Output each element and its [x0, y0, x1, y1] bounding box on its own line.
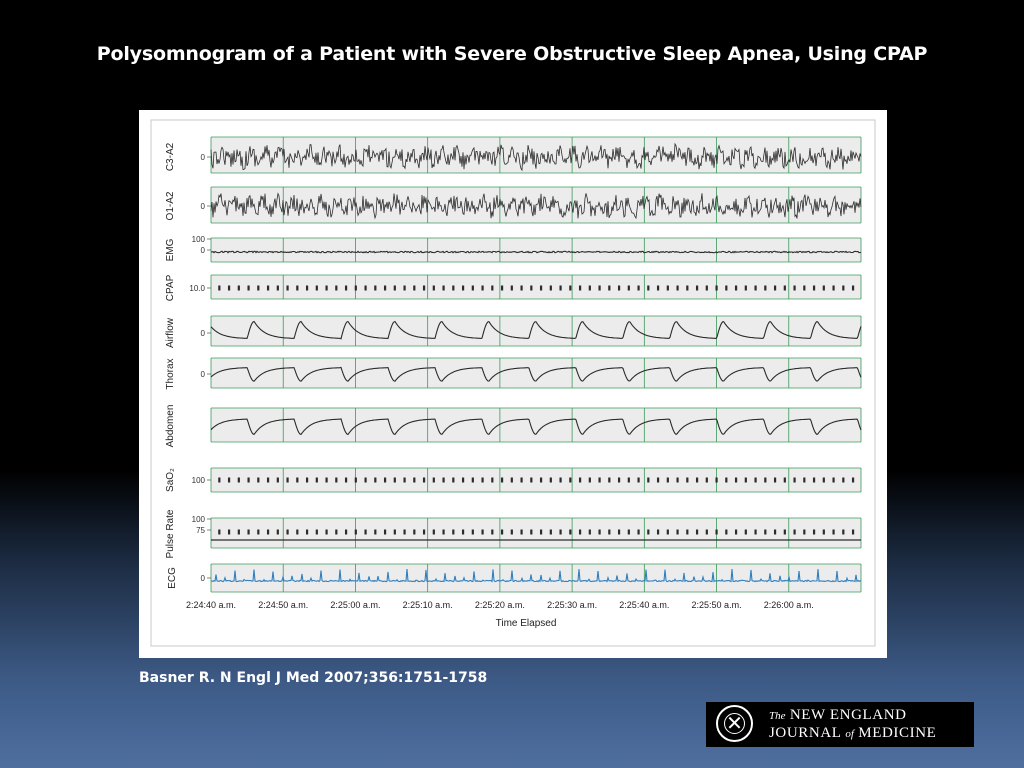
numeric-readout-mark: [823, 478, 825, 483]
numeric-readout-mark: [832, 286, 834, 291]
numeric-readout-mark: [745, 478, 747, 483]
numeric-readout-mark: [423, 530, 425, 535]
numeric-readout-mark: [540, 530, 542, 535]
numeric-readout-mark: [345, 478, 347, 483]
numeric-readout-mark: [442, 530, 444, 535]
channel-emg: [165, 235, 861, 262]
channel-thorax: [165, 358, 861, 390]
numeric-readout-mark: [433, 478, 435, 483]
channel-band: [211, 358, 861, 388]
numeric-readout-mark: [452, 286, 454, 291]
numeric-readout-mark: [247, 530, 249, 535]
numeric-readout-mark: [520, 478, 522, 483]
numeric-readout-mark: [472, 478, 474, 483]
logo-line-2: JOURNAL of MEDICINE: [769, 725, 937, 741]
numeric-readout-mark: [257, 530, 259, 535]
numeric-readout-mark: [442, 478, 444, 483]
numeric-readout-mark: [481, 286, 483, 291]
numeric-readout-mark: [550, 530, 552, 535]
numeric-readout-mark: [374, 286, 376, 291]
numeric-readout-mark: [852, 478, 854, 483]
numeric-readout-mark: [637, 286, 639, 291]
numeric-readout-mark: [511, 478, 513, 483]
numeric-readout-mark: [316, 530, 318, 535]
numeric-readout-mark: [530, 478, 532, 483]
numeric-readout-mark: [530, 530, 532, 535]
citation: Basner R. N Engl J Med 2007;356:1751-1758: [139, 670, 488, 686]
numeric-readout-mark: [676, 286, 678, 291]
numeric-readout-mark: [501, 478, 503, 483]
channel-tick-label: 0: [200, 153, 205, 162]
numeric-readout-mark: [745, 530, 747, 535]
numeric-readout-mark: [764, 530, 766, 535]
channel-label: EMG: [165, 238, 176, 262]
numeric-readout-mark: [667, 530, 669, 535]
numeric-readout-mark: [462, 478, 464, 483]
numeric-readout-mark: [608, 530, 610, 535]
channel-band: [211, 275, 861, 299]
numeric-readout-mark: [589, 286, 591, 291]
numeric-readout-mark: [657, 478, 659, 483]
numeric-readout-mark: [238, 530, 240, 535]
numeric-readout-mark: [754, 286, 756, 291]
numeric-readout-mark: [267, 286, 269, 291]
numeric-readout-mark: [491, 286, 493, 291]
numeric-readout-mark: [559, 530, 561, 535]
numeric-readout-mark: [686, 530, 688, 535]
numeric-readout-mark: [257, 478, 259, 483]
numeric-readout-mark: [559, 478, 561, 483]
numeric-readout-mark: [462, 286, 464, 291]
numeric-readout-mark: [803, 286, 805, 291]
numeric-readout-mark: [676, 530, 678, 535]
nejm-seal-icon: ✕: [716, 705, 753, 742]
channel-label: C3-A2: [165, 142, 176, 172]
numeric-readout-mark: [715, 478, 717, 483]
numeric-readout-mark: [764, 478, 766, 483]
numeric-readout-mark: [647, 478, 649, 483]
channel-airflow: [165, 316, 861, 348]
numeric-readout-mark: [403, 478, 405, 483]
numeric-readout-mark: [676, 478, 678, 483]
numeric-readout-mark: [345, 530, 347, 535]
numeric-readout-mark: [520, 286, 522, 291]
numeric-readout-mark: [637, 478, 639, 483]
numeric-readout-mark: [735, 478, 737, 483]
numeric-readout-mark: [238, 478, 240, 483]
numeric-readout-mark: [306, 478, 308, 483]
numeric-readout-mark: [608, 478, 610, 483]
numeric-readout-mark: [394, 530, 396, 535]
x-axis-label: Time Elapsed: [495, 618, 557, 629]
numeric-readout-mark: [355, 530, 357, 535]
numeric-readout-mark: [696, 530, 698, 535]
channel-tick-label: 100: [191, 476, 205, 485]
numeric-readout-mark: [852, 530, 854, 535]
numeric-readout-mark: [803, 478, 805, 483]
numeric-readout-mark: [384, 286, 386, 291]
numeric-readout-mark: [257, 286, 259, 291]
numeric-readout-mark: [413, 286, 415, 291]
numeric-readout-mark: [228, 478, 230, 483]
channel-tick-label: 75: [196, 526, 205, 535]
numeric-readout-mark: [345, 286, 347, 291]
numeric-readout-mark: [364, 530, 366, 535]
numeric-readout-mark: [501, 286, 503, 291]
numeric-readout-mark: [784, 478, 786, 483]
numeric-readout-mark: [316, 478, 318, 483]
numeric-readout-mark: [754, 530, 756, 535]
channel-tick-label: 0: [200, 246, 205, 255]
channel-sao2: [165, 468, 861, 492]
numeric-readout-mark: [452, 530, 454, 535]
numeric-readout-mark: [462, 530, 464, 535]
numeric-readout-mark: [793, 286, 795, 291]
numeric-readout-mark: [228, 286, 230, 291]
channel-pulse-rate: [165, 509, 861, 558]
numeric-readout-mark: [423, 478, 425, 483]
numeric-readout-mark: [774, 530, 776, 535]
numeric-readout-mark: [618, 530, 620, 535]
numeric-readout-mark: [637, 530, 639, 535]
channel-c3-a2: [165, 137, 861, 173]
numeric-readout-mark: [325, 530, 327, 535]
numeric-readout-mark: [559, 286, 561, 291]
numeric-readout-mark: [511, 286, 513, 291]
channel-label: ECG: [167, 567, 178, 589]
numeric-readout-mark: [394, 478, 396, 483]
numeric-readout-mark: [715, 530, 717, 535]
numeric-readout-mark: [384, 478, 386, 483]
numeric-readout-mark: [501, 530, 503, 535]
numeric-readout-mark: [247, 286, 249, 291]
numeric-readout-mark: [550, 286, 552, 291]
numeric-readout-mark: [520, 530, 522, 535]
numeric-readout-mark: [355, 478, 357, 483]
numeric-readout-mark: [374, 478, 376, 483]
channel-band: [211, 468, 861, 492]
numeric-readout-mark: [598, 478, 600, 483]
numeric-readout-mark: [403, 530, 405, 535]
polysomnogram-figure: [139, 110, 887, 658]
numeric-readout-mark: [823, 286, 825, 291]
numeric-readout-mark: [423, 286, 425, 291]
numeric-readout-mark: [793, 530, 795, 535]
numeric-readout-mark: [394, 286, 396, 291]
numeric-readout-mark: [774, 286, 776, 291]
numeric-readout-mark: [598, 530, 600, 535]
numeric-readout-mark: [735, 530, 737, 535]
numeric-readout-mark: [706, 530, 708, 535]
numeric-readout-mark: [696, 478, 698, 483]
numeric-readout-mark: [296, 286, 298, 291]
numeric-readout-mark: [296, 530, 298, 535]
numeric-readout-mark: [813, 286, 815, 291]
numeric-readout-mark: [277, 286, 279, 291]
numeric-readout-mark: [715, 286, 717, 291]
numeric-readout-mark: [296, 478, 298, 483]
numeric-readout-mark: [579, 286, 581, 291]
channel-label: O1-A2: [165, 191, 176, 221]
numeric-readout-mark: [823, 530, 825, 535]
numeric-readout-mark: [842, 530, 844, 535]
numeric-readout-mark: [267, 478, 269, 483]
numeric-readout-mark: [364, 478, 366, 483]
numeric-readout-mark: [550, 478, 552, 483]
x-tick-label: 2:25:20 a.m.: [474, 600, 525, 610]
numeric-readout-mark: [325, 478, 327, 483]
numeric-readout-mark: [706, 286, 708, 291]
numeric-readout-mark: [598, 286, 600, 291]
numeric-readout-mark: [686, 478, 688, 483]
numeric-readout-mark: [764, 286, 766, 291]
channel-cpap: [165, 274, 861, 301]
x-tick-label: 2:25:10 a.m.: [402, 600, 453, 610]
numeric-readout-mark: [218, 530, 220, 535]
numeric-readout-mark: [306, 286, 308, 291]
numeric-readout-mark: [784, 286, 786, 291]
numeric-readout-mark: [540, 286, 542, 291]
numeric-readout-mark: [530, 286, 532, 291]
channel-label: Pulse Rate: [165, 509, 176, 559]
channel-tick-label: 100: [191, 515, 205, 524]
numeric-readout-mark: [481, 478, 483, 483]
x-tick-label: 2:25:30 a.m.: [547, 600, 598, 610]
numeric-readout-mark: [754, 478, 756, 483]
numeric-readout-mark: [481, 530, 483, 535]
numeric-readout-mark: [306, 530, 308, 535]
numeric-readout-mark: [238, 286, 240, 291]
numeric-readout-mark: [852, 286, 854, 291]
numeric-readout-mark: [569, 286, 571, 291]
nejm-logo[interactable]: [706, 702, 974, 747]
numeric-readout-mark: [384, 530, 386, 535]
numeric-readout-mark: [413, 478, 415, 483]
numeric-readout-mark: [735, 286, 737, 291]
numeric-readout-mark: [667, 478, 669, 483]
x-tick-label: 2:24:40 a.m.: [185, 600, 237, 610]
channel-label: Thorax: [165, 358, 176, 390]
numeric-readout-mark: [842, 286, 844, 291]
logo-line-1: The NEW ENGLAND: [769, 707, 907, 723]
x-tick-label: 2:25:50 a.m.: [691, 600, 742, 610]
channel-tick-label: 0: [200, 370, 205, 379]
numeric-readout-mark: [647, 530, 649, 535]
numeric-readout-mark: [667, 286, 669, 291]
numeric-readout-mark: [657, 286, 659, 291]
numeric-readout-mark: [589, 478, 591, 483]
numeric-readout-mark: [774, 478, 776, 483]
numeric-readout-mark: [540, 478, 542, 483]
channel-tick-label: 0: [200, 202, 205, 211]
numeric-readout-mark: [247, 478, 249, 483]
numeric-readout-mark: [579, 530, 581, 535]
numeric-readout-mark: [745, 286, 747, 291]
numeric-readout-mark: [472, 286, 474, 291]
slide-title: Polysomnogram of a Patient with Severe Obstructive Sleep Apnea, Using CPAP: [96, 43, 928, 65]
numeric-readout-mark: [589, 530, 591, 535]
numeric-readout-mark: [813, 478, 815, 483]
numeric-readout-mark: [569, 530, 571, 535]
numeric-readout-mark: [286, 530, 288, 535]
numeric-readout-mark: [286, 286, 288, 291]
numeric-readout-mark: [374, 530, 376, 535]
numeric-readout-mark: [228, 530, 230, 535]
numeric-readout-mark: [725, 286, 727, 291]
x-tick-label: 2:24:50 a.m.: [258, 600, 309, 610]
numeric-readout-mark: [472, 530, 474, 535]
numeric-readout-mark: [316, 286, 318, 291]
channel-band: [211, 238, 861, 262]
numeric-readout-mark: [618, 478, 620, 483]
numeric-readout-mark: [608, 286, 610, 291]
channel-label: CPAP: [165, 274, 176, 302]
polysomnogram-chart: [139, 110, 887, 658]
numeric-readout-mark: [335, 286, 337, 291]
numeric-readout-mark: [355, 286, 357, 291]
numeric-readout-mark: [433, 530, 435, 535]
numeric-readout-mark: [218, 286, 220, 291]
numeric-readout-mark: [286, 478, 288, 483]
channel-tick-label: 10.0: [189, 284, 205, 293]
channel-band: [211, 316, 861, 346]
numeric-readout-mark: [725, 530, 727, 535]
numeric-readout-mark: [793, 478, 795, 483]
channel-o1-a2: [165, 187, 861, 223]
numeric-readout-mark: [784, 530, 786, 535]
channel-tick-label: 100: [191, 235, 205, 244]
numeric-readout-mark: [803, 530, 805, 535]
numeric-readout-mark: [725, 478, 727, 483]
channel-tick-label: 0: [200, 329, 205, 338]
numeric-readout-mark: [325, 286, 327, 291]
numeric-readout-mark: [335, 530, 337, 535]
numeric-readout-mark: [813, 530, 815, 535]
channel-label: Airflow: [165, 317, 176, 349]
numeric-readout-mark: [491, 478, 493, 483]
channel-band: [211, 408, 861, 442]
numeric-readout-mark: [832, 530, 834, 535]
numeric-readout-mark: [277, 530, 279, 535]
numeric-readout-mark: [452, 478, 454, 483]
numeric-readout-mark: [511, 530, 513, 535]
channel-abdomen: [165, 405, 861, 448]
numeric-readout-mark: [696, 286, 698, 291]
numeric-readout-mark: [618, 286, 620, 291]
numeric-readout-mark: [433, 286, 435, 291]
channel-band: [211, 518, 861, 548]
numeric-readout-mark: [842, 478, 844, 483]
channel-label: Abdomen: [165, 404, 176, 448]
numeric-readout-mark: [403, 286, 405, 291]
channel-label: SaO₂: [165, 468, 176, 492]
channel-ecg: [167, 564, 861, 592]
channel-band: [211, 564, 861, 592]
numeric-readout-mark: [706, 478, 708, 483]
numeric-readout-mark: [686, 286, 688, 291]
numeric-readout-mark: [832, 478, 834, 483]
numeric-readout-mark: [628, 478, 630, 483]
numeric-readout-mark: [647, 286, 649, 291]
numeric-readout-mark: [335, 478, 337, 483]
numeric-readout-mark: [277, 478, 279, 483]
x-tick-label: 2:26:00 a.m.: [763, 600, 814, 610]
numeric-readout-mark: [442, 286, 444, 291]
x-tick-label: 2:25:40 a.m.: [619, 600, 670, 610]
channel-tick-label: 0: [200, 574, 205, 583]
numeric-readout-mark: [569, 478, 571, 483]
numeric-readout-mark: [364, 286, 366, 291]
numeric-readout-mark: [579, 478, 581, 483]
x-tick-label: 2:25:00 a.m.: [330, 600, 381, 610]
numeric-readout-mark: [218, 478, 220, 483]
numeric-readout-mark: [628, 530, 630, 535]
numeric-readout-mark: [491, 530, 493, 535]
numeric-readout-mark: [657, 530, 659, 535]
numeric-readout-mark: [628, 286, 630, 291]
numeric-readout-mark: [413, 530, 415, 535]
numeric-readout-mark: [267, 530, 269, 535]
